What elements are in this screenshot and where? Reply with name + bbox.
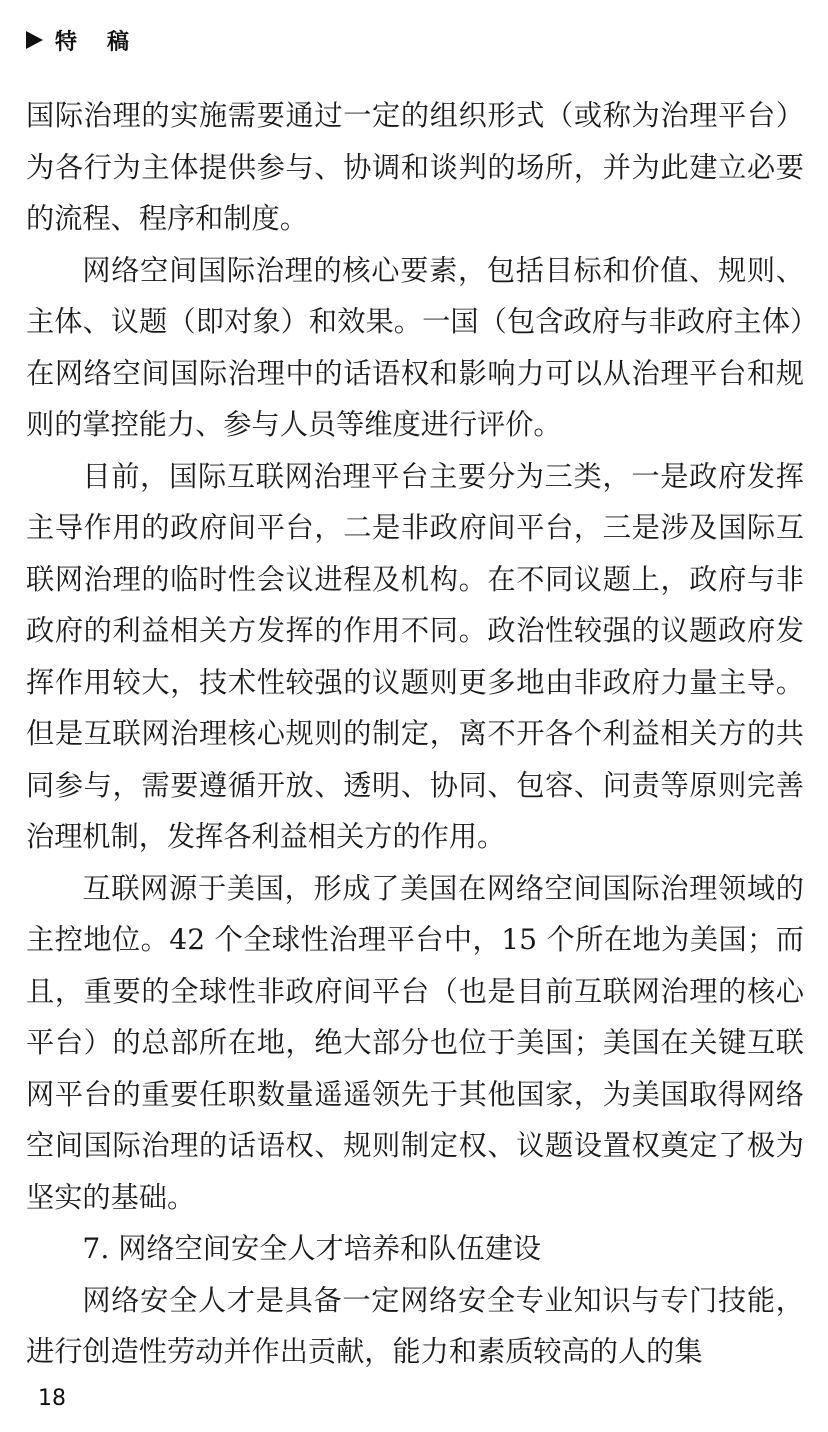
subsection-heading: 7. 网络空间安全人才培养和队伍建设 bbox=[82, 1232, 542, 1265]
page-number: 18 bbox=[38, 1386, 66, 1411]
section-label: 特稿 bbox=[55, 29, 160, 55]
paragraph-core-elements: 网络空间国际治理的核心要素，包括目标和价值、规则、主体、议题（即对象）和效果。一国（包含政府与非政府主体）在网络空间国际治理中的话语权和影响力可以从治理平台和规则的掌控能力、参与人员等维度进行评价。 bbox=[26, 253, 804, 441]
section-header bbox=[26, 24, 159, 56]
play-arrow-icon bbox=[26, 31, 43, 49]
paragraph-us-dominance: 互联网源于美国，形成了美国在网络空间国际治理领域的主控地位。42 个全球性治理平台中，15 个所在地为美国；而且，重要的全球性非政府间平台（也是目前互联网治理的核心平台）的总部所在地，绝大部分也位于美国；美国在关键互联网平台的重要任职数量遥遥领先于其他国家，为美国取得网络空间国际治理的话语权、规则制定权、议题设置权奠定了极为坚实的基础。 bbox=[26, 871, 804, 1214]
article-body bbox=[26, 90, 804, 1378]
paragraph-governance-platforms: 目前，国际互联网治理平台主要分为三类，一是政府发挥主导作用的政府间平台，二是非政府间平台，三是涉及国际互联网治理的临时性会议进程及机构。在不同议题上，政府与非政府的利益相关方发挥的作用不同。政治性较强的议题政府发挥作用较大，技术性较强的议题则更多地由非政府力量主导。但是互联网治理核心规则的制定，离不开各个利益相关方的共同参与，需要遵循开放、透明、协同、包容、问责等原则完善治理机制，发挥各利益相关方的作用。 bbox=[26, 459, 804, 853]
paragraph-talent: 网络安全人才是具备一定网络安全专业知识与专门技能，进行创造性劳动并作出贡献，能力和素质较高的人的集 bbox=[26, 1283, 804, 1368]
paragraph-continuation: 国际治理的实施需要通过一定的组织形式（或称为治理平台）为各行为主体提供参与、协调和谈判的场所，并为此建立必要的流程、程序和制度。 bbox=[26, 99, 804, 235]
